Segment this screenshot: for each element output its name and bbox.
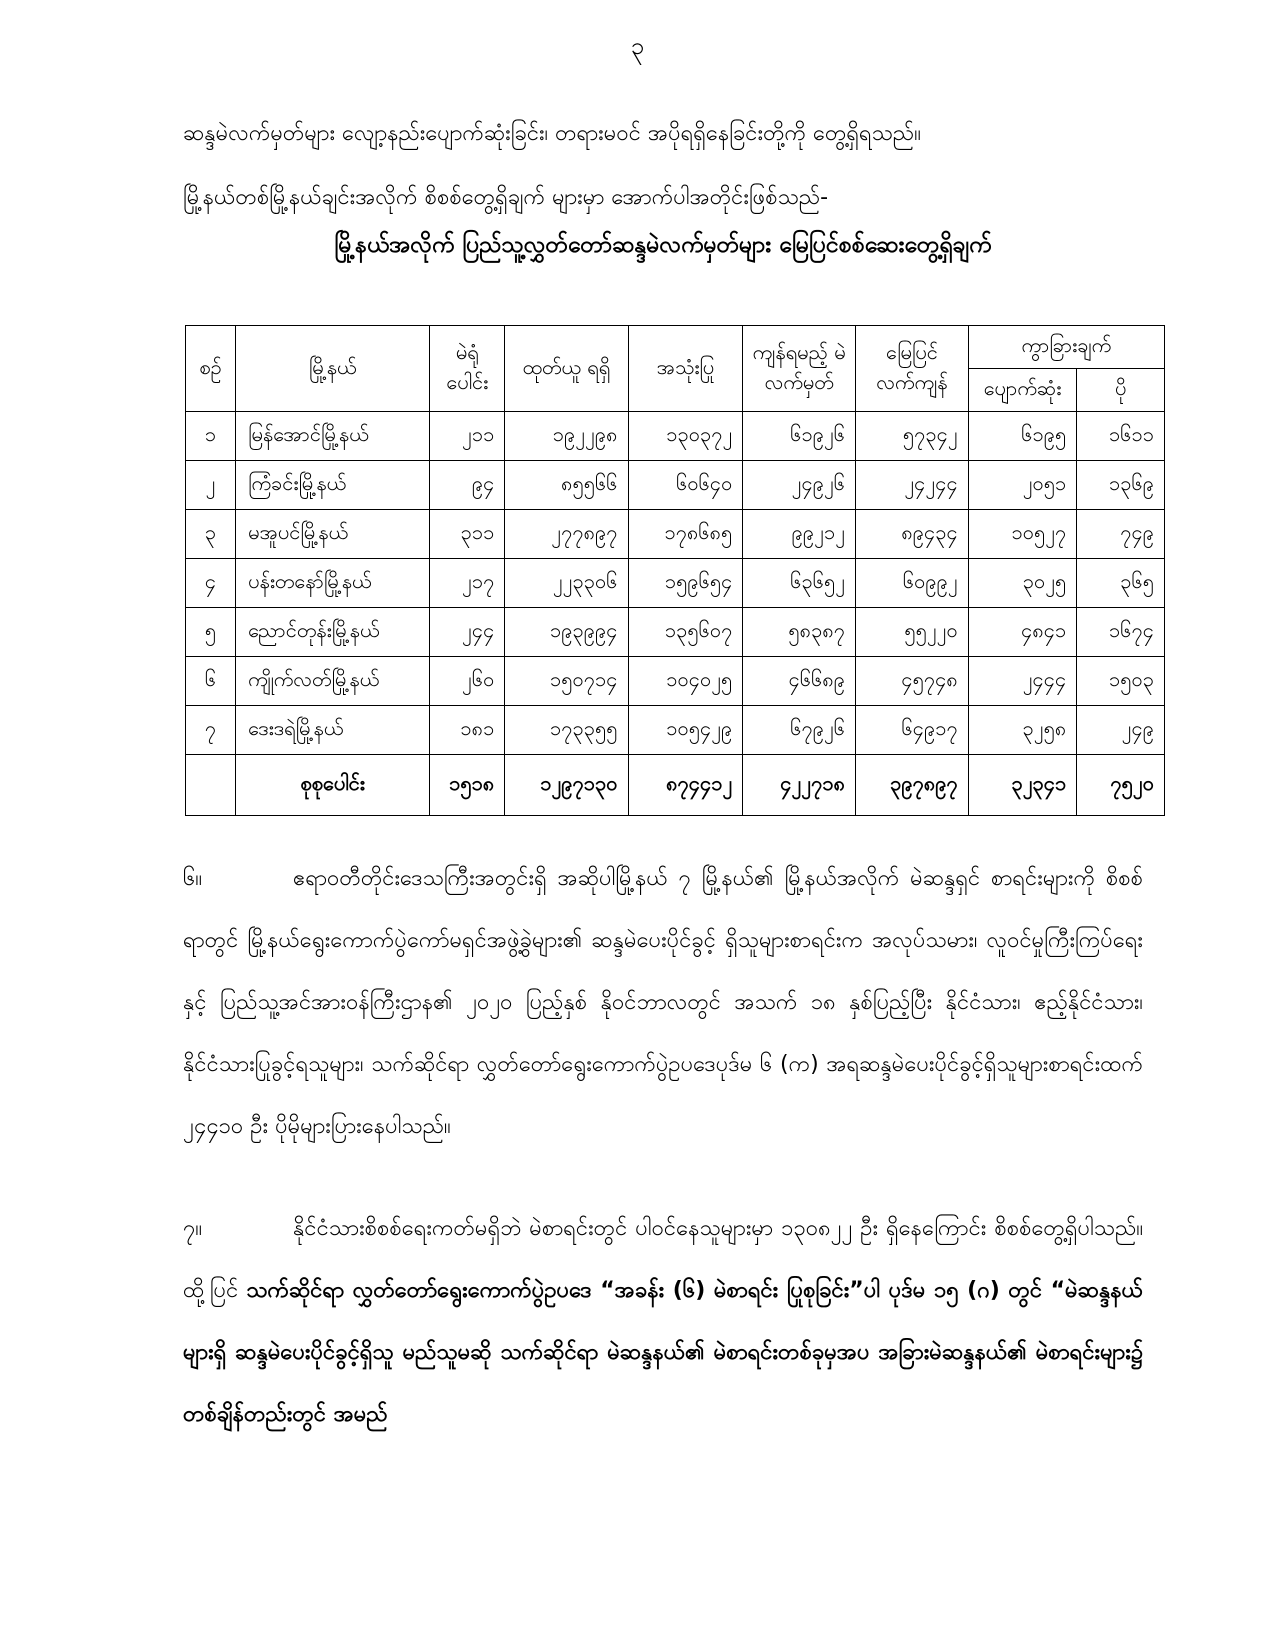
paragraph-6 <box>183 848 1143 1158</box>
header-received: ထုတ်ယူ ရရှိ <box>505 326 628 412</box>
cell-remaining: ၆၇၉၂၆ <box>743 706 856 755</box>
cell-sn: ၅ <box>186 608 236 657</box>
total-extra: ၇၅၂၀ <box>1077 755 1165 816</box>
cell-lost: ၂၀၅၁ <box>968 461 1077 510</box>
cell-booths: ၂၆၀ <box>430 657 505 706</box>
header-remaining: ကျန်ရမည့် မဲလက်မှတ် <box>743 326 856 412</box>
cell-booths: ၃၁၁ <box>430 510 505 559</box>
cell-extra: ၃၆၅ <box>1077 559 1165 608</box>
table-row <box>186 706 1165 755</box>
cell-booths: ၉၄ <box>430 461 505 510</box>
cell-township: ဒေးဒရဲမြို့နယ် <box>236 706 430 755</box>
cell-booths: ၂၁၁ <box>430 412 505 461</box>
cell-ground-remaining: ၅၇၃၄၂ <box>856 412 969 461</box>
cell-used: ၁၇၈၆၈၅ <box>628 510 743 559</box>
cell-used: ၁၅၉၆၅၄ <box>628 559 743 608</box>
cell-ground-remaining: ၅၅၂၂၀ <box>856 608 969 657</box>
cell-ground-remaining: ၈၉၄၃၄ <box>856 510 969 559</box>
cell-ground-remaining: ၄၅၇၄၈ <box>856 657 969 706</box>
header-ground-remaining: မြေပြင် လက်ကျန် <box>856 326 969 412</box>
total-used: ၈၇၄၄၁၂ <box>628 755 743 816</box>
cell-township: ညောင်တုန်းမြို့နယ် <box>236 608 430 657</box>
cell-booths: ၂၁၇ <box>430 559 505 608</box>
cell-lost: ၃၀၂၅ <box>968 559 1077 608</box>
cell-used: ၆၀၆၄၀ <box>628 461 743 510</box>
cell-received: ၈၅၅၆၆ <box>505 461 628 510</box>
cell-received: ၁၉၃၉၉၄ <box>505 608 628 657</box>
total-sn <box>186 755 236 816</box>
cell-extra: ၁၅၀၃ <box>1077 657 1165 706</box>
total-ground-remaining: ၃၉၇၈၉၇ <box>856 755 969 816</box>
table-row <box>186 510 1165 559</box>
cell-used: ၁၀၄၀၂၅ <box>628 657 743 706</box>
cell-received: ၂၇၇၈၉၇ <box>505 510 628 559</box>
total-received: ၁၂၉၇၁၃၀ <box>505 755 628 816</box>
total-booths: ၁၅၁၈ <box>430 755 505 816</box>
cell-sn: ၇ <box>186 706 236 755</box>
paragraph-7-text: နိုင်ငံသားစိစစ်ရေးကတ်မရှိဘဲ မဲစာရင်းတွင် ပါဝင်နေသူများမှာ ၁၃၀၈၂၂ ဦး ရှိနေကြောင်း စိစစ်တွေ့ရှိပါသည်။ ထို့ပြင် <box>183 1216 1143 1303</box>
paragraph-6-number: ၆။ <box>183 866 203 891</box>
cell-lost: ၂၄၄၄ <box>968 657 1077 706</box>
cell-sn: ၂ <box>186 461 236 510</box>
paragraph-6-text: ဧရာဝတီတိုင်းဒေသကြီးအတွင်းရှိ အဆိုပါမြို့နယ် ၇ မြို့နယ်၏ မြို့နယ်အလိုက် မဲဆန္ဒရှင် စာရင်းများကို စိစစ်ရာတွင် မြို့နယ်ရွေးကောက်ပွဲကော်မရှင်အဖွဲ့ခွဲများ၏ ဆန္ဒမဲပေးပိုင်ခွင့် ရှိသူများစာရင်းက အလုပ်သမား၊ လူဝင်မှုကြီးကြပ်ရေးနှင့် ပြည်သူ့အင်အားဝန်ကြီးဌာန၏ ၂၀၂၀ ပြည့်နှစ် နိုဝင်ဘာလတွင် အသက် ၁၈ နှစ်ပြည့်ပြီး နိုင်ငံသား၊ ဧည့်နိုင်ငံသား၊ နိုင်ငံသားပြုခွင့်ရသူများ၊ သက်ဆိုင်ရာ လွှတ်တော်ရွေးကောက်ပွဲဥပဒေပုဒ်မ ၆ (က) အရဆန္ဒမဲပေးပိုင်ခွင့်ရှိသူများစာရင်းထက် ၂၄၄၁၀ ဦး ပိုမိုများပြားနေပါသည်။ <box>183 866 1143 1139</box>
cell-ground-remaining: ၆၀၉၉၂ <box>856 559 969 608</box>
cell-ground-remaining: ၆၄၉၁၇ <box>856 706 969 755</box>
cell-township: ပန်းတနော်မြို့နယ် <box>236 559 430 608</box>
intro-text <box>183 102 1143 230</box>
cell-booths: ၂၄၄ <box>430 608 505 657</box>
intro-line-1: ဆန္ဒမဲလက်မှတ်များ လျော့နည်းပျောက်ဆုံးခြင်း၊ တရားမဝင် အပိုရရှိနေခြင်းတို့ကို တွေ့ရှိရသည်။ <box>183 121 921 146</box>
cell-lost: ၃၂၅၈ <box>968 706 1077 755</box>
table-row <box>186 559 1165 608</box>
header-township: မြို့နယ် <box>236 326 430 412</box>
cell-sn: ၁ <box>186 412 236 461</box>
cell-remaining: ၂၄၉၂၆ <box>743 461 856 510</box>
cell-remaining: ၉၉၂၁၂ <box>743 510 856 559</box>
cell-township: ကျိုက်လတ်မြို့နယ် <box>236 657 430 706</box>
cell-remaining: ၆၃၆၅၂ <box>743 559 856 608</box>
table-row <box>186 657 1165 706</box>
header-lost: ပျောက်ဆုံး <box>968 369 1077 412</box>
header-extra: ပို <box>1077 369 1165 412</box>
cell-remaining: ၆၁၉၂၆ <box>743 412 856 461</box>
paragraph-7-number: ၇။ <box>183 1216 203 1241</box>
cell-lost: ၄၈၄၁ <box>968 608 1077 657</box>
cell-township: ကြံခင်းမြို့နယ် <box>236 461 430 510</box>
cell-sn: ၆ <box>186 657 236 706</box>
intro-line-2: မြို့နယ်တစ်မြို့နယ်ချင်းအလိုက် စိစစ်တွေ့ရှိချက် များမှာ အောက်ပါအတိုင်းဖြစ်သည်- <box>183 185 829 210</box>
cell-received: ၁၇၃၃၅၅ <box>505 706 628 755</box>
cell-ground-remaining: ၂၄၂၄၄ <box>856 461 969 510</box>
paragraph-7 <box>183 1198 1143 1446</box>
cell-extra: ၁၆၁၁ <box>1077 412 1165 461</box>
cell-remaining: ၅၈၃၈၇ <box>743 608 856 657</box>
page-number: ၃ <box>630 32 645 60</box>
header-sn: စဉ် <box>186 326 236 412</box>
cell-booths: ၁၈၁ <box>430 706 505 755</box>
cell-lost: ၆၁၉၅ <box>968 412 1077 461</box>
paragraph-7-bold-text: သက်ဆိုင်ရာ လွှတ်တော်ရွေးကောက်ပွဲဥပဒေ “အခန်း (၆) မဲစာရင်း ပြုစုခြင်း”ပါ ပုဒ်မ ၁၅ (ဂ) တွင် “မဲဆန္ဒနယ်များရှိ ဆန္ဒမဲပေးပိုင်ခွင့်ရှိသူ မည်သူမဆို သက်ဆိုင်ရာ မဲဆန္ဒနယ်၏ မဲစာရင်းတစ်ခုမှအပ အခြားမဲဆန္ဒနယ်၏ မဲစာရင်းများ၌ တစ်ချိန်တည်းတွင် အမည် <box>183 1278 1143 1427</box>
cell-received: ၂၂၃၃၀၆ <box>505 559 628 608</box>
cell-received: ၁၅၀၇၁၄ <box>505 657 628 706</box>
cell-sn: ၃ <box>186 510 236 559</box>
cell-used: ၁၃၅၆၀၇ <box>628 608 743 657</box>
cell-township: မအူပင်မြို့နယ် <box>236 510 430 559</box>
cell-remaining: ၄၆၆၈၉ <box>743 657 856 706</box>
cell-township: မြန်အောင်မြို့နယ် <box>236 412 430 461</box>
table-row <box>186 608 1165 657</box>
cell-lost: ၁၀၅၂၇ <box>968 510 1077 559</box>
cell-extra: ၁၃၆၉ <box>1077 461 1165 510</box>
cell-extra: ၁၆၇၄ <box>1077 608 1165 657</box>
table-row <box>186 412 1165 461</box>
cell-used: ၁၃၀၃၇၂ <box>628 412 743 461</box>
header-used: အသုံးပြု <box>628 326 743 412</box>
cell-used: ၁၀၅၄၂၉ <box>628 706 743 755</box>
header-booths: မဲရုံ ပေါင်း <box>430 326 505 412</box>
table-total-row <box>186 755 1165 816</box>
cell-received: ၁၉၂၂၉၈ <box>505 412 628 461</box>
township-ballot-table <box>185 325 1165 816</box>
header-difference: ကွာခြားချက် <box>968 326 1164 369</box>
total-remaining: ၄၂၂၇၁၈ <box>743 755 856 816</box>
table-row <box>186 461 1165 510</box>
cell-sn: ၄ <box>186 559 236 608</box>
table-title: မြို့နယ်အလိုက် ပြည်သူ့လွှတ်တော်ဆန္ဒမဲလက်မှတ်များ မြေပြင်စစ်ဆေးတွေ့ရှိချက် <box>334 232 992 258</box>
cell-extra: ၇၄၉ <box>1077 510 1165 559</box>
total-lost: ၃၂၃၄၁ <box>968 755 1077 816</box>
cell-extra: ၂၄၉ <box>1077 706 1165 755</box>
total-label: စုစုပေါင်း <box>236 755 430 816</box>
